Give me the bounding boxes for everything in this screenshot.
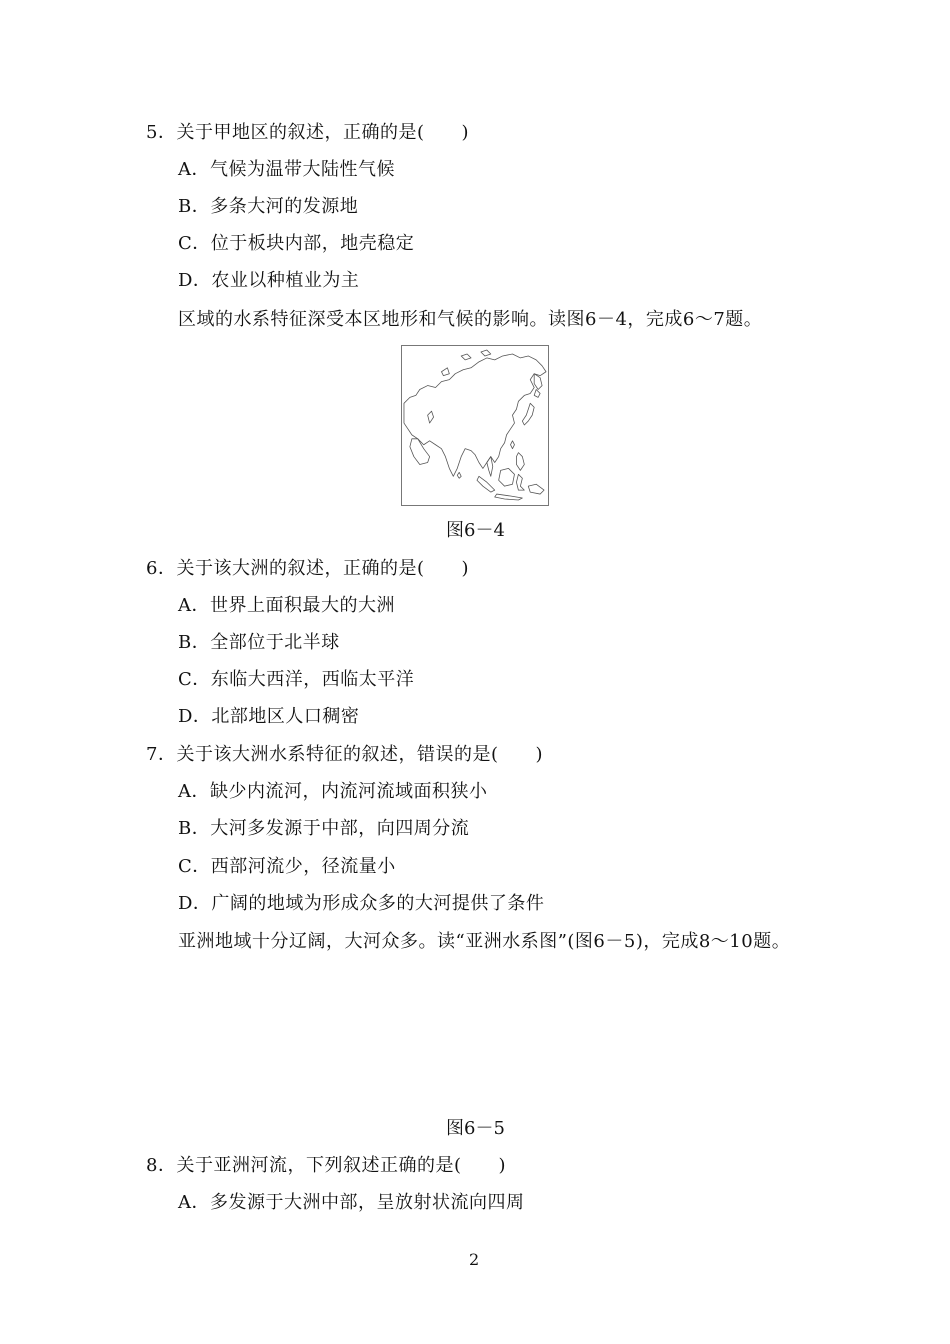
- question-5-option-b: B．多条大河的发源地: [178, 196, 359, 217]
- question-6-option-b: B．全部位于北半球: [178, 632, 340, 653]
- question-6-option-a: A．世界上面积最大的大洲: [178, 595, 395, 616]
- question-8-option-a: A．多发源于大洲中部，呈放射状流向四周: [178, 1192, 525, 1213]
- question-6-stem: 6．关于该大洲的叙述，正确的是( ): [146, 558, 469, 579]
- question-7-option-b: B．大河多发源于中部，向四周分流: [178, 818, 470, 839]
- question-5-option-c: C．位于板块内部，地壳稳定: [178, 233, 415, 254]
- asia-outline-map: [401, 345, 549, 506]
- question-5-stem: 5．关于甲地区的叙述，正确的是( ): [146, 122, 469, 143]
- question-6-option-c: C．东临大西洋，西临太平洋: [178, 669, 415, 690]
- question-5-option-d: D．农业以种植业为主: [178, 270, 360, 291]
- question-5-option-a: A．气候为温带大陆性气候: [178, 159, 395, 180]
- figure-6-5-blank-area: [146, 965, 806, 1105]
- question-7-option-c: C．西部河流少，径流量小: [178, 856, 396, 877]
- question-7-option-d: D．广阔的地域为形成众多的大河提供了条件: [178, 893, 545, 914]
- question-8-stem: 8．关于亚洲河流，下列叙述正确的是( ): [146, 1155, 506, 1176]
- page-number: 2: [469, 1250, 480, 1269]
- intro-questions-6-7: 区域的水系特征深受本区地形和气候的影响。读图6－4，完成6～7题。: [178, 309, 763, 330]
- figure-6-5-caption: 图6－5: [446, 1118, 505, 1139]
- intro-questions-8-10: 亚洲地域十分辽阔，大河众多。读“亚洲水系图”(图6－5)，完成8～10题。: [178, 931, 791, 952]
- asia-outline-map-drawing: [402, 346, 548, 505]
- question-6-option-d: D．北部地区人口稠密: [178, 706, 360, 727]
- question-7-stem: 7．关于该大洲水系特征的叙述，错误的是( ): [146, 744, 543, 765]
- figure-6-4-caption: 图6－4: [446, 520, 505, 541]
- question-7-option-a: A．缺少内流河，内流河流域面积狭小: [178, 781, 488, 802]
